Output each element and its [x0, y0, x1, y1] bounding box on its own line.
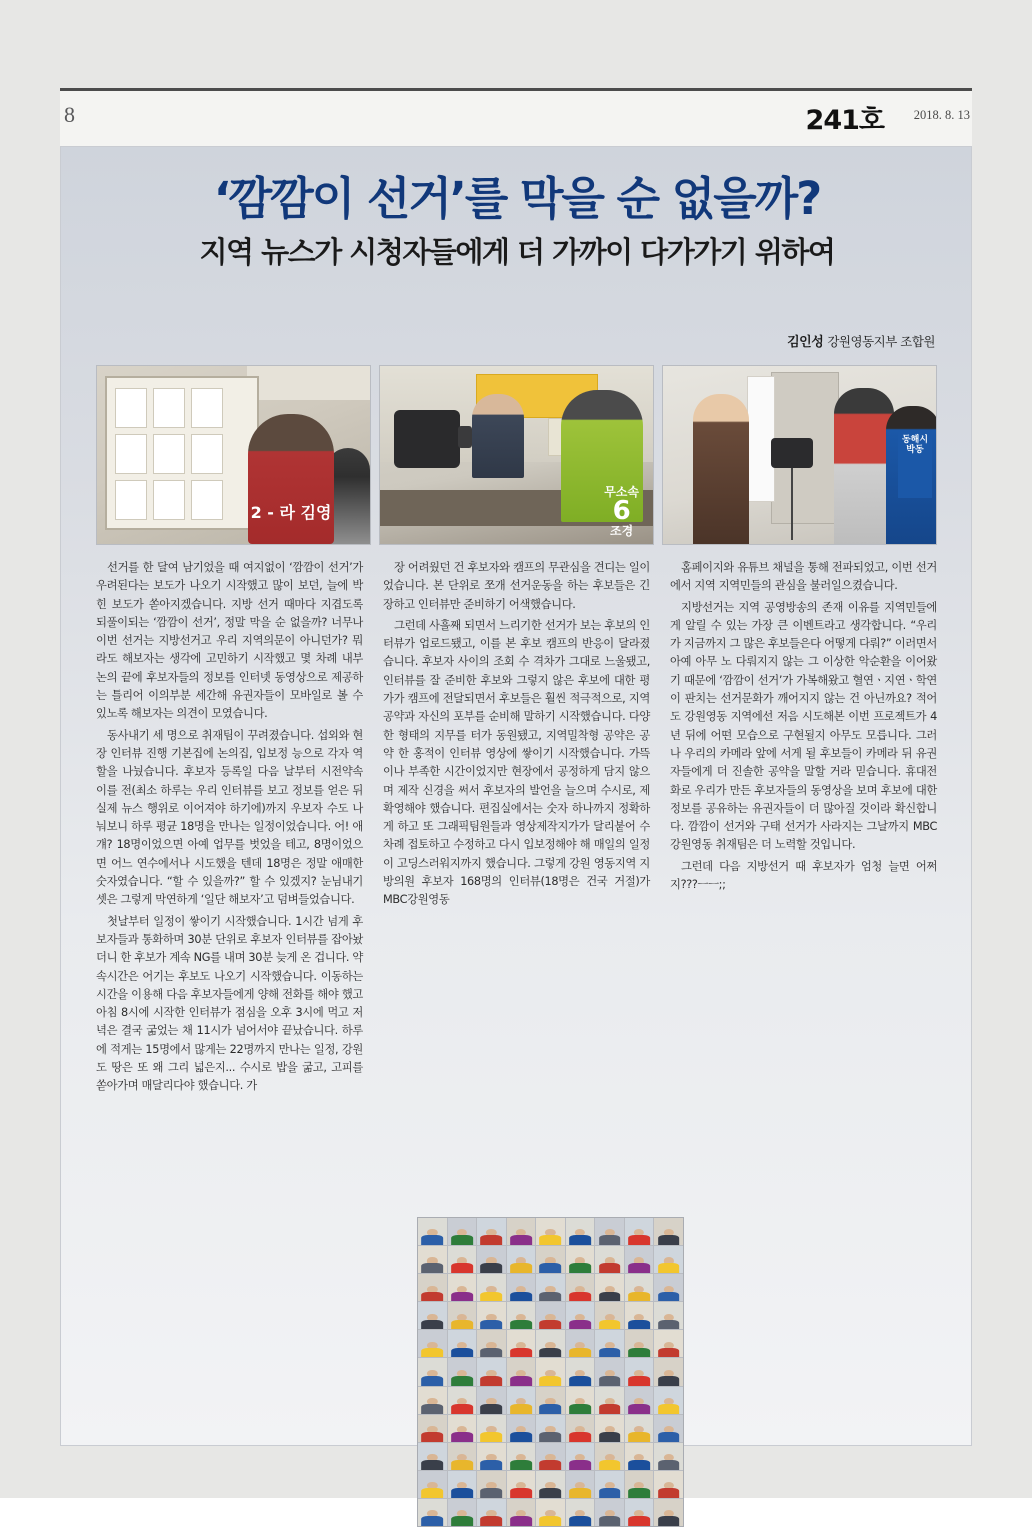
mosaic-cell	[625, 1471, 654, 1498]
mosaic-cell-torso	[540, 1376, 562, 1386]
mosaic-cell	[625, 1415, 654, 1442]
mosaic-cell	[536, 1387, 565, 1414]
mosaic-cell-torso	[481, 1404, 503, 1414]
mosaic-cell	[477, 1246, 506, 1273]
mosaic-cell-torso	[451, 1404, 473, 1414]
mosaic-cell-torso	[451, 1460, 473, 1470]
mosaic-cell	[625, 1302, 654, 1329]
candidate-photo-mosaic	[417, 1217, 684, 1527]
photo2-camera	[394, 410, 460, 468]
mosaic-cell-torso	[599, 1404, 621, 1414]
mosaic-cell-torso	[421, 1488, 443, 1498]
article-subtitle: 지역 뉴스가 시청자들에게 더 가까이 다가가기 위하여	[199, 235, 835, 270]
mosaic-cell	[595, 1302, 624, 1329]
mosaic-cell	[418, 1330, 447, 1357]
mosaic-cell	[507, 1471, 536, 1498]
mosaic-cell	[625, 1443, 654, 1470]
mosaic-cell-torso	[451, 1235, 473, 1245]
mosaic-cell-torso	[599, 1516, 621, 1526]
mosaic-cell-torso	[569, 1263, 591, 1273]
mosaic-cell-torso	[658, 1488, 680, 1498]
mosaic-cell-torso	[421, 1263, 443, 1273]
photo1-person-vest	[248, 414, 334, 544]
mosaic-cell	[418, 1274, 447, 1301]
mosaic-cell-torso	[510, 1488, 532, 1498]
photo2-candidate-badge	[604, 486, 639, 538]
mosaic-cell	[654, 1274, 683, 1301]
mosaic-cell-torso	[599, 1235, 621, 1245]
mosaic-cell	[418, 1499, 447, 1526]
mosaic-cell-torso	[540, 1235, 562, 1245]
mosaic-cell-torso	[451, 1376, 473, 1386]
mosaic-cell	[566, 1415, 595, 1442]
mosaic-cell	[654, 1218, 683, 1245]
mosaic-cell-torso	[599, 1460, 621, 1470]
mosaic-cell	[448, 1218, 477, 1245]
mosaic-cell-torso	[421, 1460, 443, 1470]
mosaic-cell-torso	[510, 1320, 532, 1330]
mosaic-cell-torso	[421, 1516, 443, 1526]
mosaic-cell-torso	[569, 1348, 591, 1358]
mosaic-cell	[625, 1499, 654, 1526]
mosaic-cell	[654, 1246, 683, 1273]
mosaic-cell-torso	[658, 1320, 680, 1330]
mosaic-cell	[595, 1330, 624, 1357]
mosaic-cell-torso	[510, 1376, 532, 1386]
mosaic-cell-torso	[421, 1404, 443, 1414]
mosaic-cell-torso	[451, 1348, 473, 1358]
mosaic-cell	[566, 1302, 595, 1329]
paragraph: 그런데 사흘째 되면서 느리기한 선거가 보는 후보의 인터뷰가 업로드됐고, 이를 본 후보 캠프의 반응이 달라졌습니다. 후보자 사이의 조회 수 격차가 그대로 느울됐고, 인터뷰를 잘 준비한 후보와 그렇지 않은 후보에 대한 평가가 캠프에 전달되면서 후보들은 훨씬 적극적으로, 지역 공약과 자신의 포부를 순비해 말하기 시작했습니다. 다양한 형태의 지무를 터가 동원됐고, 지역밀착형 공약은 공약 한 홍적이 인터뷰 영상에 쌓이기 시작했습니다. 가뜩이나 부족한 시간이었지만 현장에서 공정하게 담지 않으며 제작 신경을 써서 후보자의 발언을 늘으며 수시로, 제확영해야 했습니다. 편집실에서는 숫자 하나까지 정확하게 하고 또 그래픽팀원들과 영상제작지가가 달리붙어 수 차례 접토하고 수정하고 다시 입보정해야 해 매일의 일정이 고딩스러워지까지 했습니다. 그렇게 강원 영동지역 지방의원 후보자 168명의 인터뷰(18명은 건국 거절)가 MBC강원영동	[383, 618, 650, 907]
mosaic-cell-torso	[510, 1348, 532, 1358]
mosaic-cell	[448, 1471, 477, 1498]
mosaic-cell	[477, 1274, 506, 1301]
mosaic-cell-torso	[540, 1404, 562, 1414]
mosaic-cell	[536, 1218, 565, 1245]
mosaic-cell	[625, 1330, 654, 1357]
header-rule	[60, 88, 972, 91]
article-body	[96, 559, 938, 1169]
page-margin-right	[972, 0, 1032, 1498]
mosaic-cell	[507, 1246, 536, 1273]
mosaic-cell-torso	[421, 1292, 443, 1302]
photo2-badge-number: 6	[612, 496, 631, 527]
mosaic-cell-torso	[599, 1348, 621, 1358]
paragraph: 홈페이지와 유튜브 채널을 통해 전파되었고, 이번 선거에서 지역 지역민들의 관심을 불러일으켰습니다.	[670, 561, 937, 593]
mosaic-cell-torso	[569, 1320, 591, 1330]
mosaic-cell-torso	[658, 1348, 680, 1358]
page-margin-top	[0, 0, 1032, 88]
mosaic-cell	[595, 1415, 624, 1442]
mosaic-cell-torso	[658, 1235, 680, 1245]
mosaic-cell	[418, 1302, 447, 1329]
issue-number: 241호	[805, 105, 884, 136]
mosaic-cell	[625, 1387, 654, 1414]
mosaic-cell	[507, 1302, 536, 1329]
byline-affiliation: 강원영동지부 조합원	[827, 334, 935, 349]
mosaic-cell-torso	[451, 1263, 473, 1273]
paragraph: 장 어려웠던 건 후보자와 캠프의 무관심을 견디는 일이었습니다. 본 단위로 쪼개 선거운동을 하는 후보들은 긴장하고 인터뷰만 준비하기 어색했습니다.	[383, 561, 650, 611]
mosaic-cell	[595, 1358, 624, 1385]
mosaic-cell-torso	[451, 1488, 473, 1498]
photo-holding-paper	[662, 365, 937, 545]
mosaic-cell-torso	[510, 1460, 532, 1470]
mosaic-cell-torso	[510, 1263, 532, 1273]
mosaic-cell	[595, 1387, 624, 1414]
mosaic-cell-torso	[481, 1516, 503, 1526]
mosaic-cell	[536, 1471, 565, 1498]
mosaic-cell	[625, 1246, 654, 1273]
paragraph: 지방선거는 지역 공영방송의 존재 이유를 지역민들에게 알릴 수 있는 가장 큰 이벤트라고 생각합니다. “우리가 지금까지 그 많은 후보들은다 어떻게 다뤄?” 이러면서 아예 아무 노 다뤄지지 않는 그 이상한 악순환을 이어왔기 때문에 ‘깜깜이 선거’가 가복해왔고 혈연ㆍ지연ㆍ학연이 판치는 선거문화가 깨어지지 않는 건 아닌까요? 적어도 강원영동 지역에선 저음 시도해본 이번 프로젝트가 4년 뒤에 어떤 모습으로 구현될지 아무도 모릅니다. 그러나 우리의 카메라 앞에 서게 될 후보들이 카메라 뒤 유권자들에게 더 진솔한 공약을 말할 거라 믿습니다. 휴대전화로 우리가 만든 후보자들의 동영상을 보며 후보에 대한 정보를 공유하는 유권자들이 더 많아질 것이라 확신합니다. 깜깜이 선거와 구태 선거가 사라지는 그날까지 MBC강원영동 취재팀은 더 노력할 것입니다.	[670, 600, 937, 852]
mosaic-cell-torso	[481, 1263, 503, 1273]
mosaic-cell	[448, 1499, 477, 1526]
mosaic-cell	[448, 1274, 477, 1301]
mosaic-cell	[477, 1218, 506, 1245]
mosaic-cell	[507, 1443, 536, 1470]
mosaic-cell	[536, 1358, 565, 1385]
mosaic-cell-torso	[569, 1235, 591, 1245]
mosaic-cell	[595, 1499, 624, 1526]
mosaic-cell-torso	[658, 1263, 680, 1273]
paragraph: 그런데 다음 지방선거 때 후보자가 엄청 늘면 어쩌지???ㅡㅡ;;	[670, 859, 937, 892]
body-column-3	[670, 559, 937, 1169]
mosaic-cell-torso	[628, 1488, 650, 1498]
mosaic-cell-torso	[599, 1263, 621, 1273]
mosaic-cell-torso	[540, 1516, 562, 1526]
mosaic-cell	[536, 1246, 565, 1273]
mosaic-cell-torso	[569, 1292, 591, 1302]
mosaic-cell-torso	[481, 1292, 503, 1302]
mosaic-cell	[507, 1358, 536, 1385]
headline-block	[61, 173, 973, 270]
mosaic-cell	[477, 1415, 506, 1442]
mosaic-cell-torso	[628, 1292, 650, 1302]
mosaic-cell-torso	[599, 1292, 621, 1302]
mosaic-cell-torso	[569, 1488, 591, 1498]
mosaic-cell	[477, 1387, 506, 1414]
mosaic-cell-torso	[510, 1404, 532, 1414]
issue-date: 2018. 8. 13	[913, 108, 970, 122]
photo1-vest-label: 2 - 라 김영	[250, 503, 332, 523]
mosaic-cell-torso	[540, 1432, 562, 1442]
page-margin-left	[0, 0, 60, 1498]
mosaic-cell	[477, 1302, 506, 1329]
mosaic-cell-torso	[569, 1460, 591, 1470]
mosaic-cell	[507, 1499, 536, 1526]
mosaic-cell-torso	[658, 1516, 680, 1526]
mosaic-cell-torso	[658, 1460, 680, 1470]
photo1-noticeboard	[105, 376, 259, 530]
mosaic-cell	[654, 1471, 683, 1498]
mosaic-cell-torso	[658, 1292, 680, 1302]
mosaic-cell	[654, 1358, 683, 1385]
page-title: ‘깜깜이 선거’를 막을 순 없을까?	[213, 172, 821, 225]
mosaic-cell	[448, 1443, 477, 1470]
mosaic-cell	[566, 1471, 595, 1498]
mosaic-cell-torso	[510, 1516, 532, 1526]
mosaic-cell	[448, 1246, 477, 1273]
mosaic-cell-torso	[569, 1432, 591, 1442]
mosaic-cell-torso	[481, 1432, 503, 1442]
mosaic-cell-torso	[481, 1348, 503, 1358]
mosaic-cell-torso	[540, 1292, 562, 1302]
mosaic-cell-torso	[481, 1488, 503, 1498]
mosaic-cell-torso	[569, 1404, 591, 1414]
mosaic-cell	[625, 1274, 654, 1301]
mosaic-cell-torso	[421, 1348, 443, 1358]
mosaic-cell-torso	[658, 1432, 680, 1442]
page-number: 8	[64, 102, 75, 127]
mosaic-cell	[536, 1302, 565, 1329]
mosaic-cell-torso	[628, 1263, 650, 1273]
page-header	[60, 88, 972, 148]
mosaic-cell	[654, 1499, 683, 1526]
mosaic-cell	[418, 1246, 447, 1273]
mosaic-cell	[477, 1358, 506, 1385]
mosaic-cell	[654, 1330, 683, 1357]
mosaic-cell	[536, 1274, 565, 1301]
mosaic-cell-torso	[510, 1292, 532, 1302]
photo3-sash-label: 동해시 박동	[898, 432, 932, 498]
mosaic-cell	[477, 1499, 506, 1526]
mosaic-cell-torso	[421, 1432, 443, 1442]
photo-noticeboard	[96, 365, 371, 545]
mosaic-cell-torso	[569, 1516, 591, 1526]
mosaic-cell-torso	[569, 1376, 591, 1386]
mosaic-cell	[448, 1415, 477, 1442]
mosaic-cell-torso	[540, 1320, 562, 1330]
photo2-badge-name: 조경	[610, 524, 634, 539]
mosaic-cell-torso	[628, 1348, 650, 1358]
mosaic-cell	[477, 1330, 506, 1357]
paragraph: 동사내기 세 명으로 취재팀이 꾸려졌습니다. 섭외와 현장 인터뷰 진행 기본집에 논의집, 입보정 능으로 각자 역할을 나눴습니다. 후보자 등록일 다음 날부터 시전약속 이를 전(최소 하루는 우리 인터뷰를 보고 정보를 얻은 뒤 실제 뉴스 행위로 이어져야 하기에)까지 우보자 수도 나눠보니 하루 평균 18명을 만나는 일정이었습니다. 어! 애걔? 18명이었으면 아예 업무를 벗었을 테고, 8명이었으면 어느 연수에서나 시도했을 텐데 18명은 정말 애매한 숫자였습니다. “할 수 있을까?” 할 수 있겠지? 눈님내기 셋은 그렇게 막연하게 ‘일단 해보자’고 덤벼들었습니다.	[96, 728, 363, 907]
mosaic-cell	[507, 1330, 536, 1357]
mosaic-cell	[507, 1387, 536, 1414]
mosaic-cell-torso	[451, 1432, 473, 1442]
mosaic-cell	[477, 1443, 506, 1470]
mosaic-cell-torso	[599, 1488, 621, 1498]
mosaic-cell-torso	[481, 1460, 503, 1470]
photo2-badge-party: 무소속	[604, 484, 639, 499]
mosaic-cell	[654, 1443, 683, 1470]
mosaic-cell	[566, 1218, 595, 1245]
mosaic-cell	[654, 1387, 683, 1414]
mosaic-cell	[507, 1415, 536, 1442]
mosaic-cell	[418, 1443, 447, 1470]
byline	[787, 331, 935, 350]
mosaic-cell	[566, 1499, 595, 1526]
mosaic-cell	[595, 1443, 624, 1470]
mosaic-cell	[536, 1330, 565, 1357]
mosaic-cell-torso	[510, 1432, 532, 1442]
mosaic-cell-torso	[628, 1404, 650, 1414]
mosaic-cell-torso	[510, 1235, 532, 1245]
photo-interview-camera	[379, 365, 654, 545]
photo-row	[96, 365, 938, 545]
mosaic-cell-torso	[421, 1320, 443, 1330]
mosaic-cell-torso	[540, 1460, 562, 1470]
mosaic-cell-torso	[658, 1376, 680, 1386]
mosaic-cell	[566, 1274, 595, 1301]
mosaic-cell	[595, 1246, 624, 1273]
article-panel	[60, 146, 972, 1446]
mosaic-cell	[566, 1387, 595, 1414]
photo3-tripod-camera	[791, 466, 793, 540]
mosaic-cell	[566, 1443, 595, 1470]
mosaic-cell	[536, 1443, 565, 1470]
photo3-person-left	[693, 394, 749, 544]
mosaic-cell-torso	[628, 1376, 650, 1386]
body-column-1	[96, 559, 363, 1169]
mosaic-cell	[448, 1302, 477, 1329]
mosaic-cell	[536, 1499, 565, 1526]
mosaic-cell	[625, 1358, 654, 1385]
mosaic-cell	[566, 1246, 595, 1273]
mosaic-cell	[595, 1471, 624, 1498]
mosaic-cell	[418, 1387, 447, 1414]
mosaic-cell-torso	[628, 1235, 650, 1245]
mosaic-cell	[477, 1471, 506, 1498]
mosaic-cell-torso	[540, 1348, 562, 1358]
mosaic-cell-torso	[451, 1320, 473, 1330]
mosaic-cell-torso	[481, 1376, 503, 1386]
photo2-person-left	[472, 394, 524, 478]
mosaic-cell	[507, 1218, 536, 1245]
mosaic-cell-torso	[481, 1235, 503, 1245]
mosaic-cell-torso	[421, 1235, 443, 1245]
mosaic-cell	[654, 1302, 683, 1329]
mosaic-cell-torso	[451, 1516, 473, 1526]
mosaic-cell	[566, 1358, 595, 1385]
mosaic-cell-torso	[599, 1320, 621, 1330]
mosaic-cell	[507, 1274, 536, 1301]
mosaic-cell-torso	[628, 1516, 650, 1526]
mosaic-cell-torso	[451, 1292, 473, 1302]
mosaic-cell-torso	[628, 1320, 650, 1330]
mosaic-cell	[418, 1358, 447, 1385]
mosaic-cell	[418, 1471, 447, 1498]
mosaic-cell	[418, 1415, 447, 1442]
paragraph: 선거를 한 달여 남기었을 때 여지없이 ‘깜깜이 선거’가 우려된다는 보도가 나오기 시작했고 많이 보던, 늘에 박힌 보도가 쏟아지겠습니다. 지방 선거 때마다 지겹도록 되풀이되는 ‘깜깜이 선거’, 정말 막을 순 없을까? 너무나 이번 선거는 지방선거고 우리 지역의문이 아니던가? 뭐라도 해보자는 생각에 고민하기 시작했고 몇 차례 내부 논의 끝에 후보자들의 정보를 인터넷 동영상으로 제공하는 틀리어 이의부분 세간해 유권자들이 모바일로 볼 수 있노록 해보자는 의견이 모였습니다.	[96, 561, 363, 721]
mosaic-cell	[595, 1218, 624, 1245]
mosaic-cell-torso	[421, 1376, 443, 1386]
body-column-2	[383, 559, 650, 907]
mosaic-cell-torso	[540, 1263, 562, 1273]
mosaic-cell	[625, 1218, 654, 1245]
mosaic-cell	[448, 1387, 477, 1414]
mosaic-cell-torso	[628, 1432, 650, 1442]
photo1-ceiling	[247, 366, 370, 400]
mosaic-cell	[448, 1358, 477, 1385]
mosaic-cell	[536, 1415, 565, 1442]
paragraph: 첫날부터 일정이 쌓이기 시작했습니다. 1시간 넘게 후보자들과 통화하며 30분 단위로 후보자 인터뷰를 잡아놨더니 한 후보가 계속 NG를 내며 30분 늦게 온 겁니다. 약속시간은 어기는 후보도 나오기 시작했습니다. 이동하는 시간을 이용해 다음 후보자들에게 양해 전화를 해야 했고 아침 8시에 시작한 인터뷰가 점심을 오후 3시에 먹고 저녁은 결국 굶었는 채 11시가 넘어서야 끝났습니다. 하루에 적게는 15명에서 많게는 22명까지 만나는 일정, 강원도 땅은 또 왜 그리 넓은지... 수시로 밥을 굶고, 고피를 쏟아가며 매달리다야 했습니다. 가	[96, 914, 363, 1093]
mosaic-cell-torso	[599, 1376, 621, 1386]
mosaic-cell	[448, 1330, 477, 1357]
mosaic-cell-torso	[540, 1488, 562, 1498]
photo3-person-center	[834, 388, 894, 544]
byline-author: 김인성	[787, 335, 824, 350]
mosaic-cell	[418, 1218, 447, 1245]
mosaic-cell	[654, 1415, 683, 1442]
mosaic-cell-torso	[481, 1320, 503, 1330]
mosaic-cell-torso	[599, 1432, 621, 1442]
mosaic-cell	[566, 1330, 595, 1357]
mosaic-cell	[595, 1274, 624, 1301]
mosaic-cell-torso	[628, 1460, 650, 1470]
mosaic-cell-torso	[658, 1404, 680, 1414]
